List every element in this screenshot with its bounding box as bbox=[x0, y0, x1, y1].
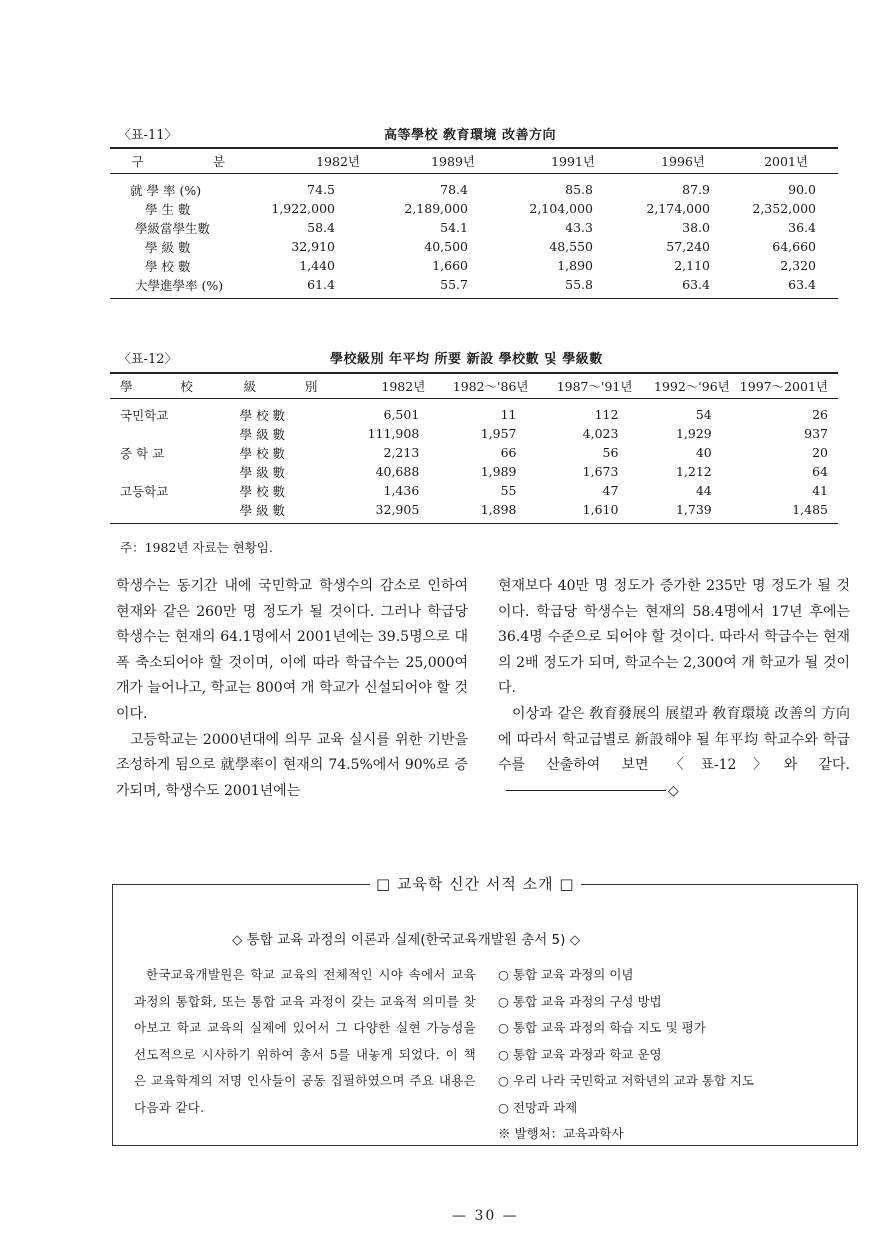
body-paragraph: 현재보다 40만 명 정도가 증가한 235만 명 정도가 될 것이다. 학급당 학생수는 현재의 58.4명에서 17년 후에는 36.4명 수준으로 되어야 할 것이다. 따라서 학급수는 현재의 2배 정도가 되며, 학교수는 2,300여 개 학교가 될 것이다. bbox=[498, 578, 850, 697]
cell: 32,905 bbox=[375, 502, 420, 517]
cell: 56 bbox=[602, 445, 619, 460]
cell: 58.4 bbox=[307, 220, 335, 235]
cell: 1,898 bbox=[480, 502, 517, 517]
cell: 85.8 bbox=[565, 182, 593, 197]
cell: 1,212 bbox=[675, 464, 712, 479]
list-item: ○ 통합 교육 과정의 이념 bbox=[498, 967, 634, 982]
table-row bbox=[110, 399, 838, 425]
body-paragraph bbox=[498, 702, 850, 804]
school-label: 고등학교 bbox=[120, 483, 169, 499]
cell: 38.0 bbox=[682, 220, 710, 235]
cell: 55.8 bbox=[565, 277, 593, 292]
kind-label: 學 校 數 bbox=[239, 483, 286, 499]
cell: 937 bbox=[804, 426, 828, 441]
kind-label: 學 校 數 bbox=[239, 445, 286, 461]
kind-label: 學 級 數 bbox=[239, 426, 286, 442]
body-right-column bbox=[498, 574, 850, 804]
cell: 66 bbox=[500, 445, 517, 460]
cell: 74.5 bbox=[307, 182, 335, 197]
cell: 32,910 bbox=[291, 239, 335, 254]
table12-header-92-96: 1992～'96년 bbox=[640, 373, 739, 399]
cell: 61.4 bbox=[307, 277, 335, 292]
cell: 2,104,000 bbox=[529, 201, 593, 216]
table11-header-1982: 1982년 bbox=[260, 148, 380, 174]
cell: 6,501 bbox=[383, 407, 420, 422]
cell: 41 bbox=[812, 483, 828, 498]
row-label-text: 大學進學率 bbox=[135, 277, 198, 293]
cell: 44 bbox=[695, 483, 712, 498]
table11-label: 〈표-11〉 bbox=[118, 128, 178, 143]
row-label-text: 學 校 數 bbox=[145, 258, 191, 274]
cell: 64,660 bbox=[772, 239, 816, 254]
school-label bbox=[110, 424, 234, 443]
cell: 63.4 bbox=[682, 277, 710, 292]
table12-header-87-91: 1987～'91년 bbox=[536, 373, 640, 399]
cell: 1,440 bbox=[299, 258, 335, 273]
row-label bbox=[110, 237, 260, 256]
cell: 20 bbox=[812, 445, 828, 460]
cell: 1,989 bbox=[480, 464, 517, 479]
book-subtitle: ◇ 통합 교육 과정의 이론과 실제(한국교육개발원 총서 5) ◇ bbox=[232, 932, 581, 948]
cell: 1,436 bbox=[383, 483, 420, 498]
page-number: — 30 — bbox=[452, 1208, 519, 1224]
row-label-text: 學 級 數 bbox=[145, 239, 191, 255]
end-rule bbox=[506, 790, 666, 791]
table11-header-bun: 분 bbox=[165, 148, 260, 174]
table12-header-geup: 級 bbox=[234, 373, 290, 399]
table12-title: 學校級別 年平均 所要 新設 學校數 및 學級數 bbox=[330, 352, 603, 367]
body-paragraph-text: 이상과 같은 敎育發展의 展望과 敎育環境 改善의 方向에 따라서 학교급별로 新設해야 될 年平均 학교수와 학급수를 산출하여 보면 〈표-12〉와 같다. bbox=[498, 705, 850, 774]
cell: 47 bbox=[602, 483, 619, 498]
book-box-title: □ 교육학 신간 서적 소개 □ bbox=[370, 873, 581, 894]
cell: 63.4 bbox=[788, 277, 816, 292]
table12-header-1982: 1982년 bbox=[348, 373, 437, 399]
cell: 1,890 bbox=[557, 258, 593, 273]
cell: 1,610 bbox=[582, 502, 619, 517]
cell: 55 bbox=[500, 483, 517, 498]
cell: 1,485 bbox=[792, 502, 828, 517]
cell: 4,023 bbox=[582, 426, 619, 441]
row-unit: (%) bbox=[201, 277, 224, 293]
cell: 2,189,000 bbox=[404, 201, 468, 216]
cell: 40 bbox=[695, 445, 712, 460]
list-item: ○ 통합 교육 과정의 학습 지도 및 평가 bbox=[498, 1020, 706, 1035]
cell: 1,957 bbox=[480, 426, 517, 441]
table-row bbox=[110, 443, 838, 462]
cell: 54 bbox=[695, 407, 712, 422]
row-label-text: 就 學 率 bbox=[130, 182, 176, 198]
row-label bbox=[110, 174, 260, 200]
kind-label: 學 校 數 bbox=[239, 407, 286, 423]
table-row bbox=[110, 174, 838, 200]
cell: 1,673 bbox=[582, 464, 619, 479]
cell: 111,908 bbox=[367, 426, 420, 441]
table11-header-1996: 1996년 bbox=[615, 148, 725, 174]
list-item: ○ 전망과 과제 bbox=[498, 1099, 578, 1115]
cell: 112 bbox=[594, 407, 619, 422]
table11-header-1989: 1989년 bbox=[380, 148, 500, 174]
cell: 40,688 bbox=[375, 464, 420, 479]
table12-header-gyo: 校 bbox=[170, 373, 233, 399]
table12-header-97-01: 1997～2001년 bbox=[740, 373, 838, 399]
cell: 1,922,000 bbox=[271, 201, 335, 216]
cell: 11 bbox=[500, 407, 517, 422]
table11-header-2001: 2001년 bbox=[725, 148, 838, 174]
cell: 87.9 bbox=[682, 182, 710, 197]
book-description: 한국교육개발원은 학교 교육의 전체적인 시야 속에서 교육 과정의 통합화, 또는 통합 교육 과정이 갖는 교육적 의미를 찾아보고 학교 교육의 실제에 있어서 그 다양한 실현 가능성을 선도적으로 시사하기 위하여 총서 5를 내놓게 되었다. 이 책은 교육학계의 저명 인사들이 공동 집필하였으며 주요 내용은 다음과 같다. bbox=[134, 967, 476, 1115]
cell: 26 bbox=[812, 407, 828, 422]
cell: 1,929 bbox=[675, 426, 712, 441]
table12-label: 〈표-12〉 bbox=[118, 352, 178, 367]
table12-header-82-86: 1982～'86년 bbox=[437, 373, 536, 399]
row-unit: (%) bbox=[179, 182, 202, 198]
table11 bbox=[110, 147, 838, 299]
cell: 2,110 bbox=[674, 258, 710, 273]
school-label: 국민학교 bbox=[120, 407, 169, 423]
school-label: 중 학 교 bbox=[120, 445, 165, 461]
list-item: ○ 통합 교육 과정의 구성 방법 bbox=[498, 993, 662, 1009]
cell: 2,174,000 bbox=[646, 201, 710, 216]
table11-header-row bbox=[110, 148, 838, 174]
end-diamond-icon: ◇ bbox=[668, 782, 679, 799]
row-label bbox=[110, 275, 260, 299]
table12-header-row bbox=[110, 373, 838, 399]
cell: 78.4 bbox=[440, 182, 468, 197]
cell: 57,240 bbox=[666, 239, 710, 254]
cell: 2,213 bbox=[383, 445, 420, 460]
cell: 1,739 bbox=[675, 502, 712, 517]
cell: 48,550 bbox=[549, 239, 593, 254]
table12-note: 주：1982년 자료는 현황임. bbox=[120, 540, 273, 555]
cell: 43.3 bbox=[565, 220, 593, 235]
table-row bbox=[110, 424, 838, 443]
table12-header-byeol: 別 bbox=[290, 373, 348, 399]
row-label bbox=[110, 256, 260, 275]
table11-title: 高等學校 敎育環境 改善方向 bbox=[384, 128, 557, 143]
cell: 64 bbox=[812, 464, 828, 479]
school-label bbox=[110, 462, 234, 481]
cell: 2,320 bbox=[780, 258, 816, 273]
book-contents-list bbox=[498, 962, 843, 1148]
list-item: ※ 발행처：교육과학사 bbox=[498, 1126, 624, 1141]
kind-label: 學 級 數 bbox=[239, 464, 286, 480]
row-label bbox=[110, 218, 260, 237]
cell: 2,352,000 bbox=[752, 201, 816, 216]
table-row bbox=[110, 481, 838, 500]
cell: 36.4 bbox=[788, 220, 816, 235]
row-label-text: 學級當學生數 bbox=[135, 220, 211, 236]
table-row bbox=[110, 462, 838, 481]
list-item: ○ 우리 나라 국민학교 저학년의 교과 통합 지도 bbox=[498, 1073, 755, 1088]
list-item: ○ 통합 교육 과정과 학교 운영 bbox=[498, 1046, 662, 1062]
table12-header-hak: 學 bbox=[110, 373, 170, 399]
row-label-text: 學 生 數 bbox=[145, 201, 191, 217]
cell: 55.7 bbox=[440, 277, 468, 292]
table-row bbox=[110, 199, 838, 218]
table12 bbox=[110, 372, 838, 524]
table-row bbox=[110, 237, 838, 256]
cell: 1,660 bbox=[432, 258, 468, 273]
table-row bbox=[110, 256, 838, 275]
school-label bbox=[110, 500, 234, 524]
body-paragraph: 학생수는 동기간 내에 국민학교 학생수의 감소로 인하여 현재와 같은 260만 명 정도가 될 것이다. 그러나 학급당 학생수는 현재의 64.1명에서 2001년에는 39.5명으로 대폭 축소되어야 할 것이며, 이에 따라 학급수는 25,000여 개가 늘어나고, 학교는 800여 개 학교가 신설되어야 할 것이다. bbox=[116, 578, 468, 722]
body-paragraph: 고등학교는 2000년대에 의무 교육 실시를 위한 기반을 조성하게 됨으로 就學率이 현재의 74.5%에서 90%로 증가되며, 학생수도 2001년에는 bbox=[116, 731, 468, 799]
body-left-column bbox=[116, 574, 468, 804]
table-row bbox=[110, 500, 838, 524]
cell: 40,500 bbox=[424, 239, 468, 254]
table-row bbox=[110, 218, 838, 237]
cell: 54.1 bbox=[440, 220, 468, 235]
row-label bbox=[110, 199, 260, 218]
cell: 90.0 bbox=[788, 182, 816, 197]
table11-header-gu: 구 bbox=[110, 148, 165, 174]
table-row bbox=[110, 275, 838, 299]
kind-label: 學 級 數 bbox=[239, 502, 286, 518]
table11-header-1991: 1991년 bbox=[500, 148, 615, 174]
